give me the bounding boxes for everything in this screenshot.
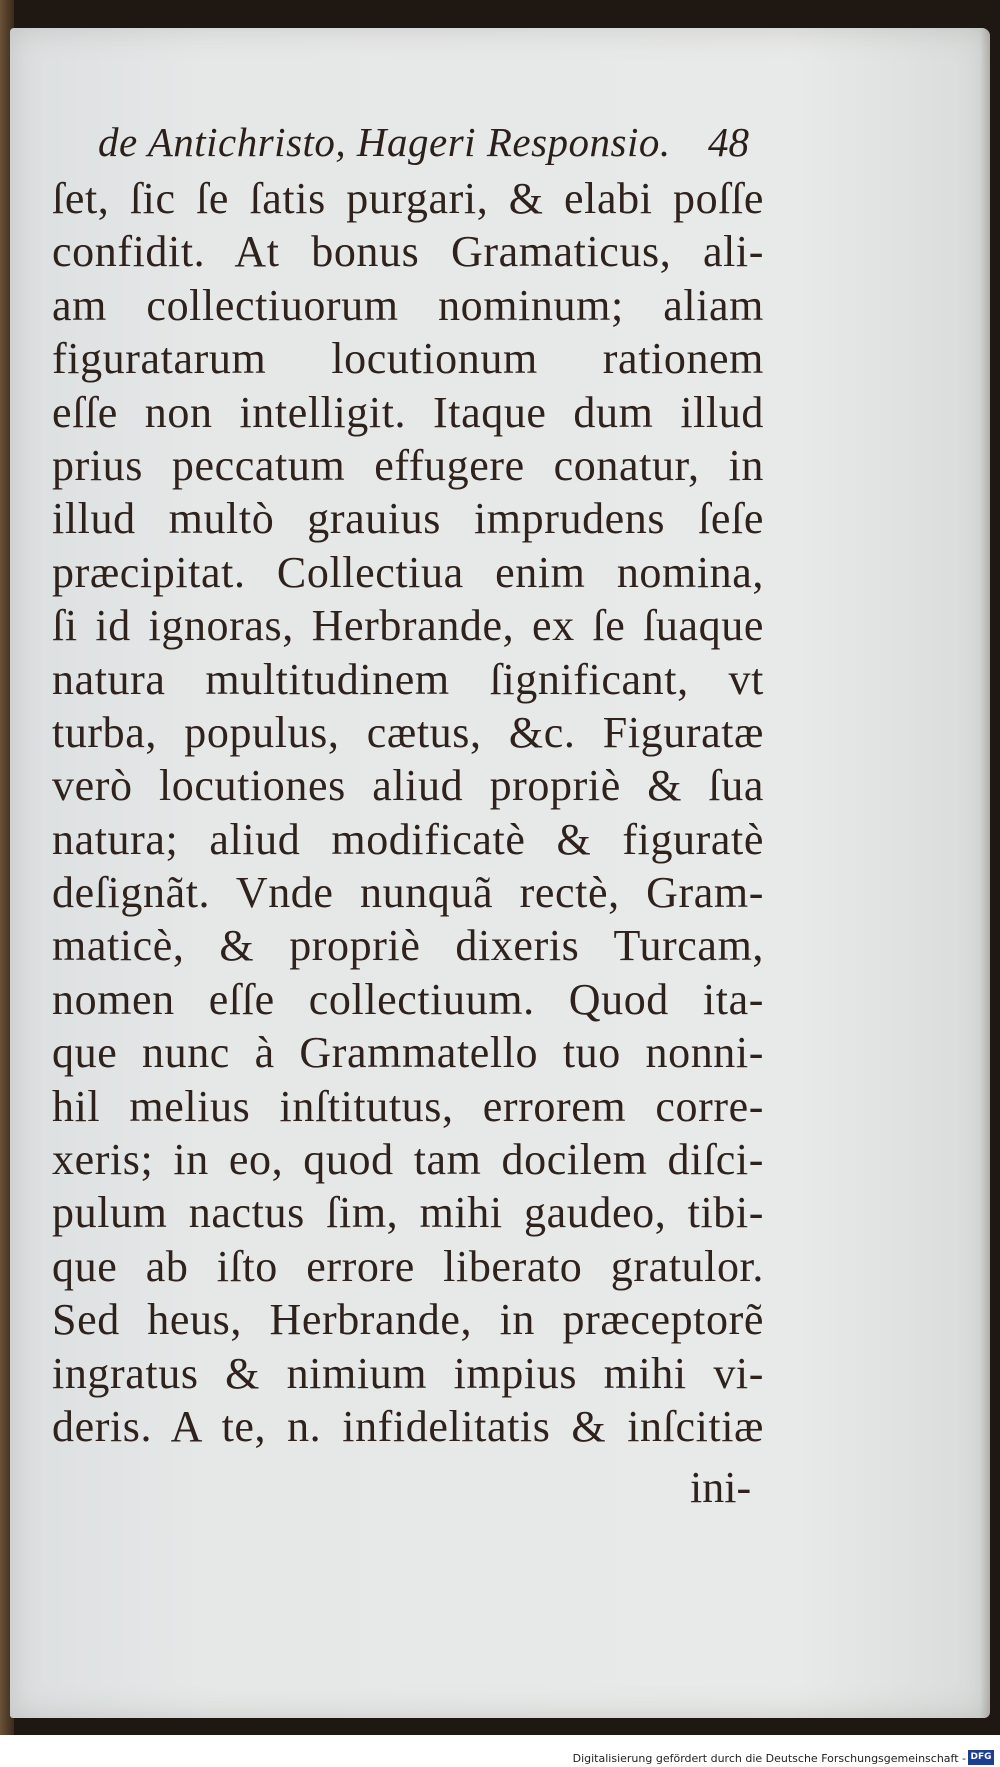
text-line: que nunc à Grammatello tuo nonni- — [52, 1028, 764, 1078]
text-line: nomen eſſe collectiuum. Quod ita- — [52, 974, 764, 1024]
text-line: am collectiuorum nominum; aliam — [52, 280, 764, 330]
text-line: eſſe non intelligit. Itaque dum illud — [52, 387, 764, 437]
text-line: Sed heus, Herbrande, in præceptorẽ — [52, 1295, 764, 1345]
text-line: figuratarum locutionum rationem — [52, 334, 764, 384]
text-line: ingratus & nimium impius mihi vi- — [52, 1348, 764, 1398]
text-line: confidit. At bonus Gramaticus, ali- — [52, 227, 764, 277]
text-line: pulum nactus ſim, mihi gaudeo, tibi- — [52, 1188, 764, 1238]
text-line: maticè, & propriè dixeris Turcam, — [52, 921, 764, 971]
text-line: ſi id ignoras, Herbrande, ex ſe ſuaque — [52, 601, 764, 651]
body-text — [52, 172, 764, 1453]
text-line: ſet, ſic ſe ſatis purgari, & elabi poſſe — [52, 174, 764, 223]
text-line: præcipitat. Collectiua enim nomina, — [52, 547, 764, 597]
text-line: deſignãt. Vnde nunquã rectè, Gram- — [52, 868, 764, 918]
running-head: de Antichristo, Hageri Responsio. — [98, 119, 671, 165]
catchword: ini- — [690, 1463, 752, 1512]
digitization-credit: Digitalisierung gefördert durch die Deutsche Forschungsgemeinschaft - — [572, 1752, 966, 1765]
page-number: 48 — [708, 119, 749, 165]
text-line: que ab iſto errore liberato gratulor. — [52, 1241, 764, 1291]
text-line: verò locutiones aliud propriè & ſua — [52, 761, 764, 811]
text-line: natura; aliud modificatè & figuratè — [52, 814, 764, 864]
text-line: xeris; in eo, quod tam docilem diſci- — [52, 1135, 764, 1185]
dfg-logo: DFG — [968, 1750, 994, 1765]
text-line: hil melius inſtitutus, errorem corre- — [52, 1081, 764, 1131]
text-line: illud multò grauius imprudens ſeſe — [52, 494, 764, 544]
text-line: turba, populus, cætus, &c. Figuratæ — [52, 707, 764, 757]
page-edge-shadow — [980, 28, 990, 1718]
text-line: prius peccatum effugere conatur, in — [52, 440, 764, 490]
text-line: deris. A te, n. infidelitatis & inſcitiæ — [52, 1401, 764, 1451]
text-line: natura multitudinem ſignificant, vt — [52, 654, 764, 704]
